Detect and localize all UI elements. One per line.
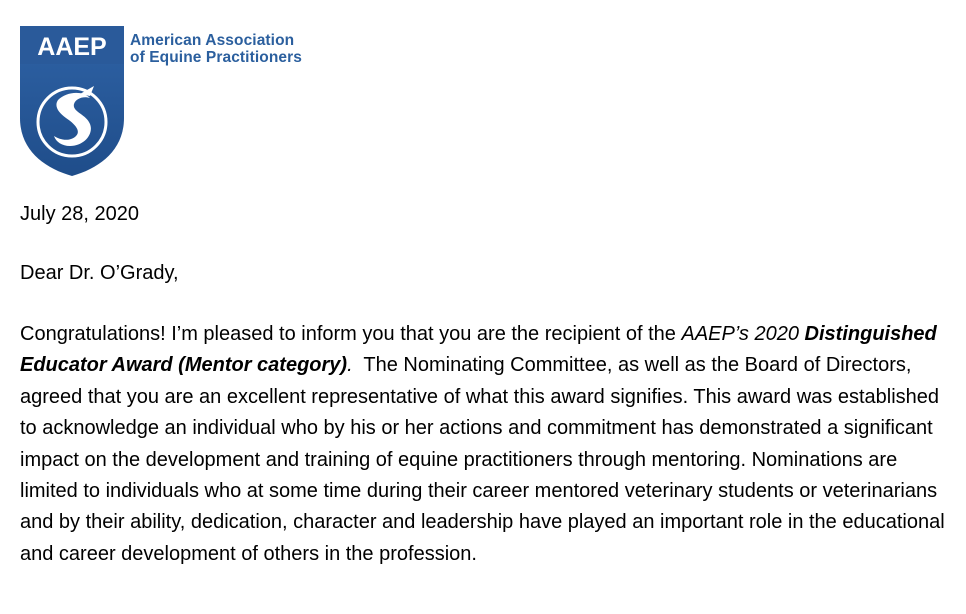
- aaep-logo: [20, 26, 124, 176]
- aaep-shield-emblem: [20, 26, 124, 176]
- logo-wordmark: AAEP: [37, 33, 107, 61]
- letter-body-paragraph: [20, 319, 955, 570]
- organization-name: [130, 32, 302, 66]
- letter-date: July 28, 2020: [20, 203, 139, 225]
- paragraph-rest: The Nominating Committee, as well as the Board of Directors, agreed that you are an excellent representative of what this award signifies. This award was established to acknowledge an individual who by his or her actions and commitment has demonstrated a significant impact on the development and training of equine practitioners through mentoring. Nominations are limited to individuals who at some time during their career mentored veterinary students or veterinarians and by their ability, dedication, character and leadership have played an important role in the educational and career development of others in the profession.: [20, 354, 951, 565]
- letter-salutation: Dear Dr. O’Grady,: [20, 262, 179, 284]
- award-name: Distinguished Educator Award (Mentor category): [20, 323, 937, 377]
- paragraph-intro: Congratulations! I’m pleased to inform you that you are the recipient of the: [20, 323, 682, 345]
- organization-name-line1: American Association: [130, 32, 295, 49]
- award-period: .: [347, 354, 353, 377]
- organization-name-line2: of Equine Practitioners: [130, 49, 302, 66]
- award-prefix: AAEP’s 2020: [681, 323, 799, 345]
